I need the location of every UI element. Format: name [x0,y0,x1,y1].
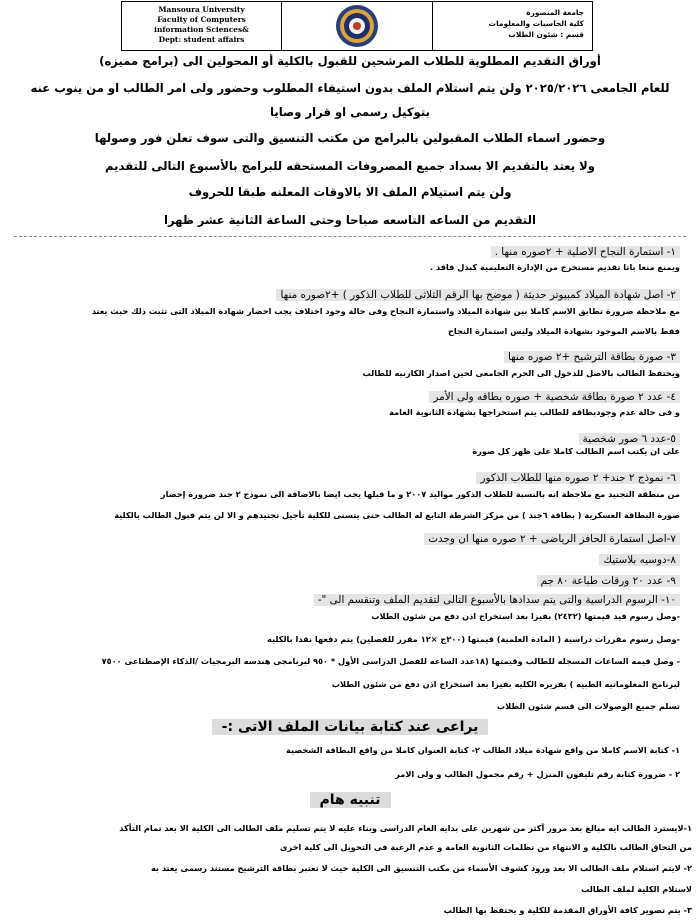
requirement-item: ٨-دوسيه بلاستيك [0,548,700,567]
requirement-item: ٧-اصل استمارة الحافز الرياضى + ٢ صوره منها ان وجدت [0,527,700,546]
arabic-letterhead [433,2,592,50]
requirement-note: من منطقة التجنيد مع ملاحظة انه بالنسبة للطلاب الذكور مواليد ٢٠٠٧ و ما قبلها يجب ايضا بالاضافة الى نموذج ٢ جند ضرورة إحضار [160,489,680,499]
intro-line: ولن يتم استيلام الملف الا بالاوقات المعلنه طبقا للحروف [188,185,512,199]
fee-note: - وصل قيمه الساعات المسجله للطالب وقيمتها (١٨عدد الساعه للفصل الدراسى الأول * ٩٥٠ لبرنامجى هندسه البرمجيات /الذكاء الإصطناعى ٧٥٠٠ [101,656,680,666]
intro-line: ولا يعتد بالتقديم الا بسداد جميع المصروفات المستحقه للبرامج بالأسبوع التالى للتقديم [105,159,595,173]
notice-item: لاستلام الكلية لملف الطالب [581,884,692,894]
requirement-note: ويحتفظ الطالب بالاصل للدخول الى الحرم الجامعى لحين اصدار الكارنيه للطالب [362,368,680,378]
section-title-file-data: يراعى عند كتابة بيانات الملف الاتى :- [0,719,700,735]
english-letterhead-line: Mansoura University [158,5,245,14]
fee-note: لبرنامج المعلوماتيه الطبيه ) بفريزه الكليه بفيزا بعد استخراج اذن دفع من شئون الطلاب [331,679,680,689]
arabic-letterhead-line: قسم : شئون الطلاب [508,30,584,39]
notice-item: ١-لايسترد الطالب ايه مبالغ بعد مرور أكثر من شهرين على بدايه العام الدراسى وبناء عليه لا يتم تسليم ملف الطالب الى الكلية الا بعد تمام التأكد [119,823,692,833]
requirement-item: ٤- عدد ٢ صورة بطاقة شخصية + صوره بطاقه ولى الأمر [0,385,700,404]
notice-item: ٣- يتم تصوير كافة الأوراق المقدمة للكلية و يحتفظ بها الطالب [443,905,692,915]
requirement-note: مع ملاحظة ضرورة تطابق الاسم كاملا بين شهادة الميلاد واستمارة النجاح وفى حالة وجود اختلاف يجب احضار شهادة الميلاد التى تثبت ذلك حيث يعتد [91,306,680,316]
requirement-item: ١٠- الرسوم الدراسية والتى يتم سدادها بالأسبوع التالى لتقديم الملف وتنقسم الى "- [0,588,700,607]
letterhead [121,1,593,51]
notice-item: ٢- لايتم استلام ملف الطالب الا بعد ورود كشوف الأسماء من مكتب التنسيق الى الكلية حيث لا تعتبر بطاقة الترشيح مستند رسمى يعتد به [150,863,692,873]
fee-note: -وصل رسوم مقررات دراسية ( المادة العلمية) قيمتها (٢٠٠ج ×١٢ مقرر للفصلين) يتم دفعها نقدا بالكليه [267,634,680,644]
english-letterhead-line: information Sciences& [154,25,249,34]
file-data-item: ٢ - ضرورة كتابة رقم تليفون المنزل + رقم محمول الطالب و ولى الامر [395,769,680,779]
requirement-item: ٣- صورة بطاقة الترشيح +٢ صوره منها [0,345,700,364]
requirement-item: ١- استمارة النجاح الاصلية + ٢صوره منها . [0,240,700,259]
requirement-note: فقط بالاسم الموجود بشهادة الميلاد وليس استمارة النجاح [448,326,680,336]
notice-item: من التحاق الطالب بالكلية و الانتهاء من تظلمات الثانوية العامة و عدم الرغبة فى التحويل الى كلية اخرى [279,842,692,852]
intro-line: للعام الجامعى ٢٠٢٥/٢٠٢٦ ولن يتم استلام الملف بدون استيفاء المطلوب وحضور ولى امر الطالب او من ينوب عنه [30,81,670,95]
requirement-item: ٦- نموذج ٢ جند+ ٢ صوره منها للطلاب الذكور [0,466,700,485]
requirement-item: ٩- عدد ٢٠ ورقات طباعة ٨٠ جم [0,569,700,588]
file-data-item: ١- كتابة الاسم كاملا من واقع شهادة ميلاد الطالب ٢- كتابة العنوان كاملا من واقع البطاقة الشخصية [286,745,680,755]
intro-line: أوراق التقديم المطلوبة للطلاب المرشحين للقبول بالكلية أو المحولين الى (برامج مميزه) [99,54,601,68]
english-letterhead-line: Dept: student affairs [158,35,245,44]
requirement-note: و فى حالة عدم وجودبطاقه للطالب يتم استخراجها بشهادة الثانوية العامة [389,407,680,417]
arabic-letterhead-line: جامعة المنصورة [526,8,584,17]
arabic-letterhead-line: كلية الحاسبات والمعلومات [488,19,584,28]
logo-cell [282,2,433,50]
university-seal-icon [335,4,379,48]
section-title-important-notice: تنبيه هام [0,792,700,808]
fee-note: تسلم جميع الوصولات الى قسم شئون الطلاب [496,701,680,711]
requirement-note: ويمنع منعا باتا تقديم مستخرج من الإدارة التعليمية كبدل فاقد . [429,262,680,272]
requirement-item: ٥-عدد ٦ صور شخصية [0,427,700,446]
requirement-note: صورة البطاقة العسكرية ( بطاقة ٦جند ) من مركز الشرطة التابع له الطالب حتى يتسنى للكلية تأجيل تجنيدهم و الا لن يتم قبول الطالب بالكلية [114,510,680,520]
requirement-note: على ان يكتب اسم الطالب كاملا على ظهر كل صورة [472,446,680,456]
fee-note: -وصل رسوم قيد قيمتها (٢٤٣٢) بفيزا بعد استخراج اذن دفع من شئون الطلاب [371,611,680,621]
english-letterhead-line: Faculty of Computers [157,15,246,24]
divider [14,236,686,237]
intro-line: التقديم من الساعه التاسعه صباحا وحتى الساعة الثانية عشر ظهرا [164,213,536,227]
english-letterhead [122,2,282,50]
requirement-item: ٢- اصل شهادة الميلاد كمبيوتر حديثة ( موضح بها الرقم الثلاثى للطلاب الذكور ) +٢صوره منها [0,283,700,302]
intro-line: وحضور اسماء الطلاب المقبولين بالبرامج من مكتب التنسيق والتى سوف تعلن فور وصولها [94,131,606,145]
intro-line: بتوكيل رسمى او قرار وصايا [269,105,430,119]
